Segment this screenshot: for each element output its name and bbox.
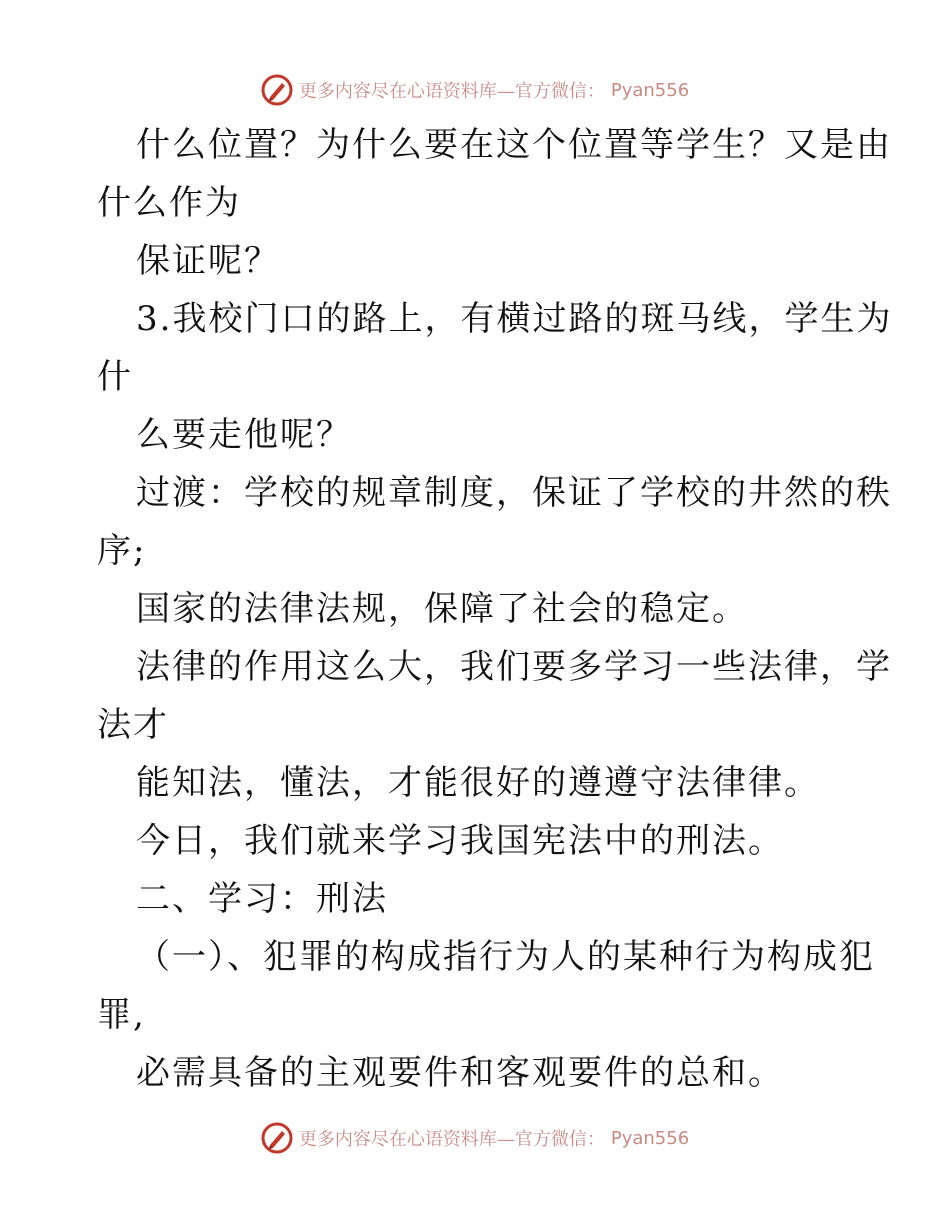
text-line: 法才 [97, 705, 169, 745]
text-line: 必需具备的主观要件和客观要件的总和。 [136, 1053, 784, 1093]
watermark-text: 更多内容尽在心语资料库—官方微信： [298, 1129, 605, 1150]
text-line: 今日，我们就来学习我国宪法中的刑法。 [136, 821, 784, 861]
footer-watermark [0, 1118, 950, 1158]
pen-logo-icon [261, 74, 293, 106]
text-line: 国家的法律法规，保障了社会的稳定。 [136, 589, 748, 629]
text-line: 什么作为 [97, 183, 241, 223]
pen-logo-icon [261, 1122, 293, 1154]
text-line: 法律的作用这么大，我们要多学习一些法律，学 [136, 647, 892, 687]
text-line: 罪, [97, 995, 146, 1035]
text-line: 序; [97, 531, 147, 571]
watermark-wechat-id: Pyan556 [610, 1127, 690, 1149]
text-line: 保证呢？ [136, 241, 280, 281]
text-line: 过渡：学校的规章制度，保证了学校的井然的秩 [136, 473, 892, 513]
watermark-wechat-id: Pyan556 [610, 79, 690, 101]
text-line: 二、学习：刑法 [136, 879, 388, 919]
header-watermark [0, 70, 950, 110]
text-line: 3.我校门口的路上，有横过路的斑马线，学生为 [136, 299, 893, 339]
text-line: 什么位置？为什么要在这个位置等学生？又是由 [136, 125, 892, 165]
text-line: 么要走他呢？ [136, 415, 352, 455]
watermark-text: 更多内容尽在心语资料库—官方微信： [298, 81, 605, 102]
text-line: 什 [97, 357, 133, 397]
text-line: （一）、犯罪的构成指行为人的某种行为构成犯 [136, 937, 875, 977]
text-line: 能知法，懂法，才能很好的遵遵守法律律。 [136, 763, 820, 803]
